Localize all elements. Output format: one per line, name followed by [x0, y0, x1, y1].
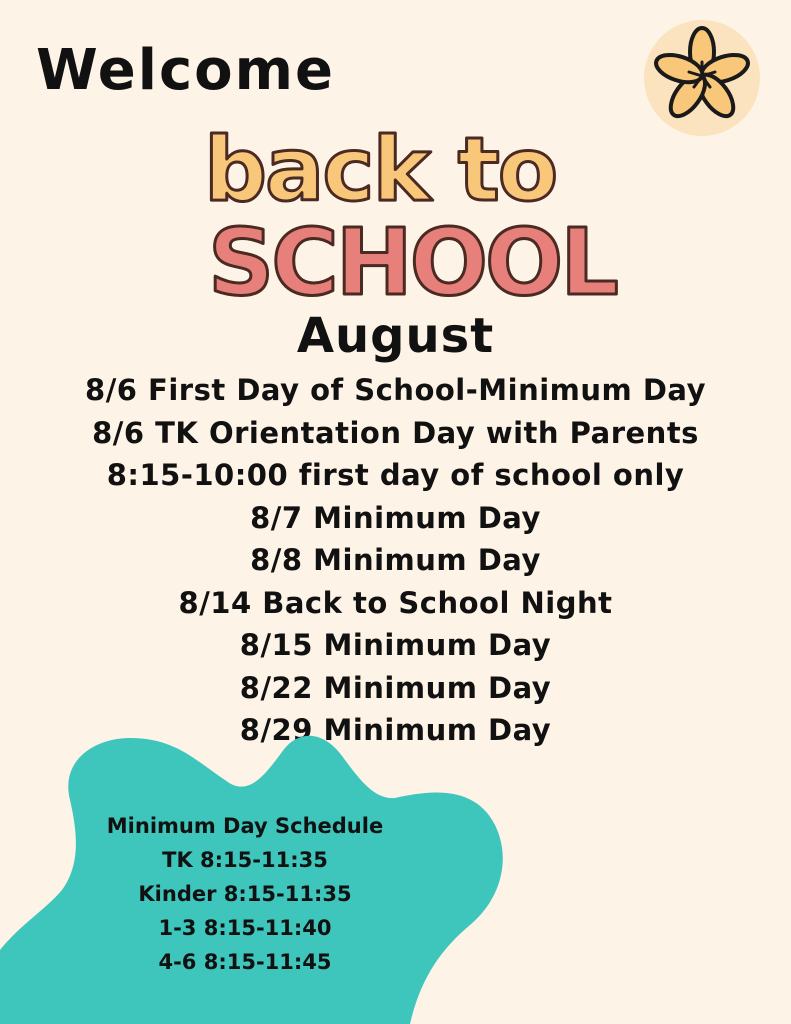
schedule-row: 1-3 8:15-11:40 [158, 916, 332, 940]
event-item: 8:15-10:00 first day of school only [106, 458, 685, 492]
month-heading: August [296, 308, 495, 364]
event-item: 8/22 Minimum Day [239, 670, 552, 705]
minimum-day-schedule [95, 810, 395, 980]
schedule-row: 4-6 8:15-11:45 [158, 950, 332, 974]
event-item: 8/6 TK Orientation Day with Parents [92, 415, 699, 450]
schedule-title: Minimum Day Schedule [106, 814, 384, 838]
wordmark-school: SCHOOL [208, 209, 616, 306]
back-to-school-wordmark [198, 106, 618, 306]
event-list [0, 370, 791, 753]
wordmark-back-to: back to [204, 118, 557, 221]
flower-icon [636, 18, 766, 138]
event-item: 8/7 Minimum Day [250, 500, 541, 535]
event-item: 8/15 Minimum Day [239, 628, 552, 662]
event-item: 8/6 First Day of School-Minimum Day [85, 373, 706, 407]
welcome-heading: Welcome [36, 38, 335, 103]
event-item: 8/14 Back to School Night [178, 585, 613, 620]
schedule-row: TK 8:15-11:35 [162, 848, 328, 872]
schedule-row: Kinder 8:15-11:35 [138, 882, 352, 906]
event-item: 8/29 Minimum Day [239, 713, 552, 747]
event-item: 8/8 Minimum Day [250, 543, 541, 577]
